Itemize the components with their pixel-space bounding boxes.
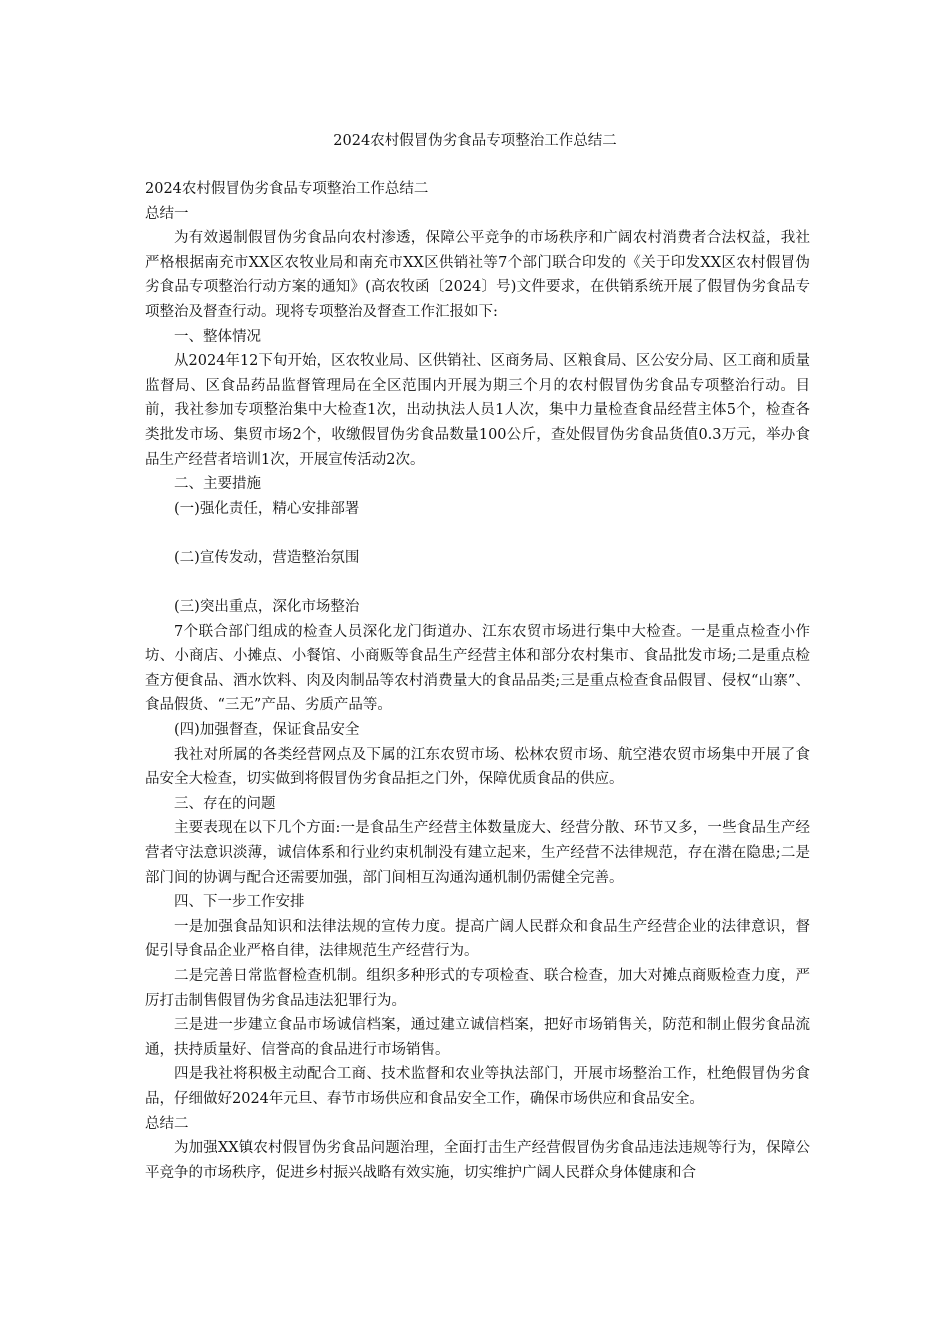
section-heading-problems: 三、存在的问题	[174, 795, 276, 812]
section-label-summary-2: 总结二	[145, 1115, 189, 1132]
section-label-summary-1: 总结一	[145, 205, 189, 222]
subheading-measure-4: (四)加强督查，保证食品安全	[174, 722, 360, 739]
blank-line	[145, 571, 810, 596]
paragraph-measure-3: 7个联合部门组成的检查人员深化龙门街道办、江东农贸市场进行集中大检查。一是重点检查小作坊、小商店、小摊点、小餐馆、小商贩等食品生产经营主体和部分农村集市、食品批发市场;二是重点检查方便食品、酒水饮料、肉及肉制品等农村消费量大的食品品类;三是重点检查食品假冒、侵权“山寨”、食品假货、“三无”产品、劣质产品等。	[145, 623, 810, 714]
paragraph-next-step-4: 四是我社将积极主动配合工商、技术监督和农业等执法部门，开展市场整治工作，杜绝假冒伪劣食品，仔细做好2024年元旦、春节市场供应和食品安全工作，确保市场供应和食品安全。	[145, 1066, 810, 1107]
paragraph-next-step-1: 一是加强食品知识和法律法规的宣传力度。提高广阔人民群众和食品生产经营企业的法律意识，督促引导食品企业严格自律，法律规范生产经营行为。	[145, 918, 810, 960]
paragraph-overview: 从2024年12下旬开始，区农牧业局、区供销社、区商务局、区粮食局、区公安分局、区工商和质量监督局、区食品药品监督管理局在全区范围内开展为期三个月的农村假冒伪劣食品专项整治行动。目前，我社参加专项整治集中大检查1次，出动执法人员1人次，集中力量检查食品经营主体5个，检查各类批发市场、集贸市场2个，收缴假冒伪劣食品数量100公斤，查处假冒伪劣食品货值0.3万元，举办食品生产经营者培训1次，开展宣传活动2次。	[145, 353, 810, 468]
subheading-measure-3: (三)突出重点，深化市场整治	[174, 599, 360, 616]
paragraph-next-step-3: 三是进一步建立食品市场诚信档案，通过建立诚信档案，把好市场销售关，防范和制止假劣食品流通，扶持质量好、信誉高的食品进行市场销售。	[145, 1017, 810, 1058]
paragraph-summary-2-intro: 为加强XX镇农村假冒伪劣食品问题治理，全面打击生产经营假冒伪劣食品违法违规等行为，保障公平竞争的市场秩序，促进乡村振兴战略有效实施，切实维护广阔人民群众身体健康和合	[145, 1140, 810, 1181]
paragraph-next-step-2: 二是完善日常监督检查机制。组织多种形式的专项检查、联合检查，加大对摊点商贩检查力度，严厉打击制售假冒伪劣食品违法犯罪行为。	[145, 968, 810, 1009]
paragraph-intro: 为有效遏制假冒伪劣食品向农村渗透，保障公平竞争的市场秩序和广阔农村消费者合法权益，我社严格根据南充市XX区农牧业局和南充市XX区供销社等7个部门联合印发的《关于印发XX区农村假冒伪劣食品专项整治行动方案的通知》(高农牧函〔2024〕号)文件要求，在供销系统开展了假冒伪劣食品专项整治及督查行动。现将专项整治及督查工作汇报如下:	[145, 230, 810, 320]
subheading-measure-2: (二)宣传发动，营造整治氛围	[174, 549, 360, 566]
document-body	[145, 177, 810, 1185]
blank-line	[145, 521, 810, 546]
subheading-measure-1: (一)强化责任，精心安排部署	[174, 500, 360, 517]
paragraph-problems: 主要表现在以下几个方面:一是食品生产经营主体数量庞大、经营分散、环节又多，一些食品生产经营者守法意识淡薄，诚信体系和行业约束机制没有建立起来，生产经营不法律规范，存在潜在隐患;二是部门间的协调与配合还需要加强，部门间相互沟通沟通机制仍需健全完善。	[145, 820, 810, 886]
document-title: 2024农村假冒伪劣食品专项整治工作总结二	[333, 133, 617, 149]
section-heading-measures: 二、主要措施	[174, 476, 261, 493]
body-heading: 2024农村假冒伪劣食品专项整治工作总结二	[145, 181, 429, 197]
paragraph-measure-4: 我社对所属的各类经营网点及下属的江东农贸市场、松林农贸市场、航空港农贸市场集中开展了食品安全大检查，切实做到将假冒伪劣食品拒之门外，保障优质食品的供应。	[145, 746, 810, 788]
section-heading-overview: 一、整体情况	[174, 328, 261, 345]
section-heading-next-steps: 四、下一步工作安排	[174, 894, 305, 911]
